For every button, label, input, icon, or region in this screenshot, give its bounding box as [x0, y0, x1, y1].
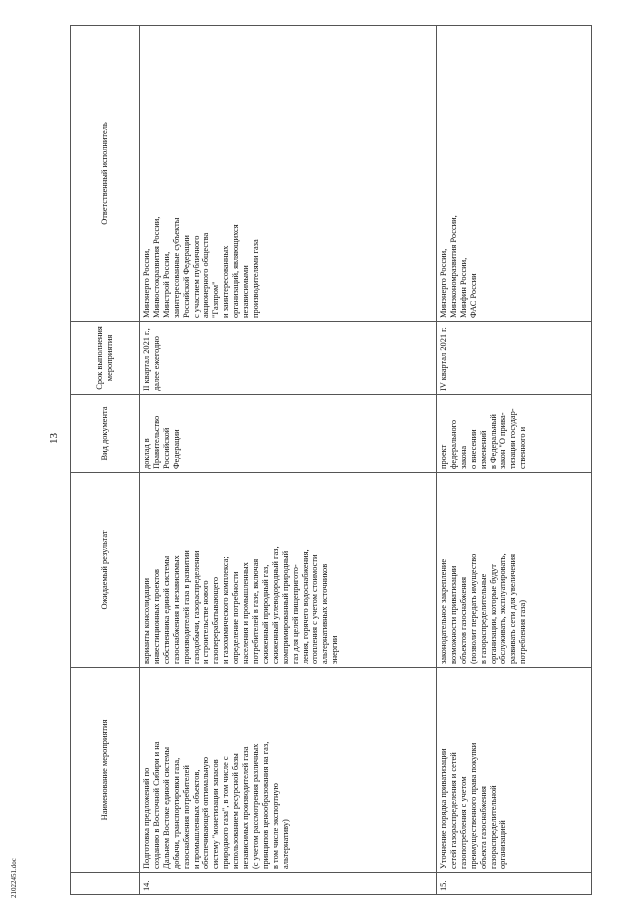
cell-text-line: газоснабжения потребителей — [181, 765, 191, 869]
table-row — [140, 26, 437, 895]
header-measure-name: Наименование мероприятия — [71, 668, 140, 873]
cell-text-line: систему "монетизации запасов — [211, 759, 221, 869]
measures-table — [70, 25, 592, 895]
expected-result-cell — [140, 473, 437, 668]
cell-text-line: альтернативу) — [280, 819, 290, 869]
cell-text-line: независимых производителей газа — [241, 746, 251, 869]
cell-text-line: Минэнерго России, — [142, 248, 151, 318]
cell-text-line: Правительство — [151, 415, 161, 469]
cell-text-line: производителей газа в развитии — [181, 550, 191, 664]
cell-text-line: акционерного общества — [201, 232, 211, 318]
cell-text-line: населения и промышленных — [241, 562, 251, 664]
cell-text-line: федерального — [448, 419, 458, 469]
cell-text-line: потребления газа) — [518, 599, 528, 664]
cell-text-line: альтернативных источников — [320, 563, 330, 664]
cell-text-line: газораспределительной — [488, 785, 498, 869]
cell-text-line: обеспечивающей оптимальную — [201, 757, 211, 869]
cell-text-line: Дальнем Востоке единой системы — [161, 746, 171, 869]
cell-text-line: закон "О прива- — [498, 412, 508, 469]
cell-text-line: организацией — [498, 820, 508, 869]
header-expected-result: Ожидаемый результат — [71, 473, 140, 668]
cell-text-line: организации, которые будут — [488, 564, 498, 664]
cell-text-line: газ для целей пищепригото- — [290, 564, 300, 664]
cell-text-line: и промышленных объектов, — [191, 769, 201, 869]
cell-text-line: определение потребности — [231, 571, 241, 664]
cell-text-line: в Федеральный — [488, 414, 498, 469]
header-number — [71, 873, 140, 895]
document-type-cell — [437, 395, 592, 473]
document-file-code: 21022451.doc — [10, 858, 18, 898]
measure-name-cell — [140, 668, 437, 873]
row-number: 15. — [437, 873, 592, 895]
cell-text-line: сжиженный природный газ, — [260, 564, 270, 664]
cell-text-line: законодательное закрепление — [439, 558, 448, 664]
deadline-cell — [140, 322, 437, 395]
cell-text-line: (позволит передать имущество — [468, 553, 478, 664]
cell-text-line: тизации государ- — [508, 408, 518, 469]
cell-text-line: отопления с учетом стоимости — [310, 554, 320, 664]
cell-text-line: (с учетом рассмотрения различных — [250, 743, 260, 869]
cell-text-line: далее ежегодно — [151, 336, 161, 391]
table-header-row — [71, 26, 140, 895]
cell-text-line: Российской Федерации — [181, 235, 191, 318]
row-number: 14. — [140, 873, 437, 895]
cell-text-line: Минэнерго России, — [439, 248, 448, 318]
cell-text-line: доклад в — [142, 438, 151, 469]
cell-text-line: добычи, транспортировки газа, — [171, 757, 181, 869]
cell-text-line: Минфин России, — [458, 257, 468, 318]
cell-text-line: созданию в Восточной Сибири и на — [151, 741, 161, 869]
cell-text-line: ления, горячего водоснабжения, — [300, 549, 310, 664]
cell-text-line: потребителей в газе, включая — [250, 558, 260, 664]
cell-text-line: газоперерабатывающего — [211, 576, 221, 664]
cell-text-line: Подготовка предложений по — [142, 767, 151, 869]
cell-text-line: и заинтересованных — [221, 245, 231, 318]
cell-text-line: объектов газоснабжения — [458, 576, 468, 664]
document-type-cell — [140, 395, 437, 473]
cell-text-line: заинтересованные субъекты — [171, 217, 181, 318]
cell-text-line: природного газа", в том числе с — [221, 756, 231, 869]
cell-text-line: организаций, являющихся — [231, 224, 241, 318]
page-number: 13 — [48, 433, 60, 444]
cell-text-line: о внесении — [468, 429, 478, 469]
cell-text-line: Минстрой России, — [161, 251, 171, 318]
cell-text-line: в газораспределительные — [478, 573, 488, 664]
header-deadline: Срок выполнения мероприятия — [71, 322, 140, 395]
cell-text-line: сетей газораспределения и сетей — [448, 752, 458, 869]
header-responsible: Ответственный исполнитель — [71, 26, 140, 322]
responsible-cell — [140, 26, 437, 322]
cell-text-line: и газохимического комплекса; — [221, 556, 231, 664]
cell-text-line: в том числе экспортную — [270, 783, 280, 869]
cell-text-line: ФАС России — [468, 273, 478, 318]
cell-text-line: энергии — [330, 635, 340, 664]
cell-text-line: использованием ресурсной базы — [231, 753, 241, 869]
header-document-type: Вид документа — [71, 395, 140, 473]
cell-text-line: газопотребления с учетом — [458, 776, 468, 869]
cell-text-line: Российской — [161, 427, 171, 469]
cell-text-line: Минвостокразвития России, — [151, 216, 161, 318]
cell-text-line: II квартал 2021 г., — [142, 328, 151, 391]
deadline-cell — [437, 322, 592, 395]
cell-text-line: "Газпром" — [211, 281, 221, 318]
table-row — [437, 26, 592, 895]
cell-text-line: и строительстве нового — [201, 580, 211, 664]
cell-text-line: производителями газа — [250, 239, 260, 318]
cell-text-line: проект — [439, 444, 448, 469]
cell-text-line: газодобычи, газораспределении — [191, 550, 201, 664]
cell-text-line: возможности приватизации — [448, 565, 458, 664]
cell-text-line: IV квартал 2021 г. — [439, 327, 448, 391]
cell-text-line: закона — [458, 445, 468, 469]
cell-text-line: с участием публичного — [191, 235, 201, 318]
cell-text-line: собственника единой системы — [161, 555, 171, 664]
cell-text-line: Минэкономразвития России, — [448, 215, 458, 318]
cell-text-line: сжиженный углеводородный газ, — [270, 546, 280, 664]
cell-text-line: компримированный природный — [280, 550, 290, 664]
measure-name-cell — [437, 668, 592, 873]
cell-text-line: обслуживать, эксплуатировать, — [498, 553, 508, 664]
cell-text-line: изменений — [478, 430, 488, 469]
cell-text-line: инвестиционных проектов — [151, 568, 161, 664]
cell-text-line: ственного и — [518, 426, 528, 469]
cell-text-line: Федерации — [171, 429, 181, 469]
cell-text-line: принципов ценообразования на газ, — [260, 741, 270, 869]
cell-text-line: независимыми — [241, 265, 251, 318]
rotated-page-content — [70, 25, 635, 895]
cell-text-line: объекта газоснабжения — [478, 786, 488, 869]
cell-text-line: газоснабжения и независимых — [171, 555, 181, 664]
expected-result-cell — [437, 473, 592, 668]
responsible-cell — [437, 26, 592, 322]
cell-text-line: развивать сети для увеличения — [508, 554, 518, 664]
cell-text-line: преимущественного права покупки — [468, 742, 478, 869]
cell-text-line: Уточнение порядка приватизации — [439, 748, 448, 869]
cell-text-line: варианты консолидации — [142, 577, 151, 664]
